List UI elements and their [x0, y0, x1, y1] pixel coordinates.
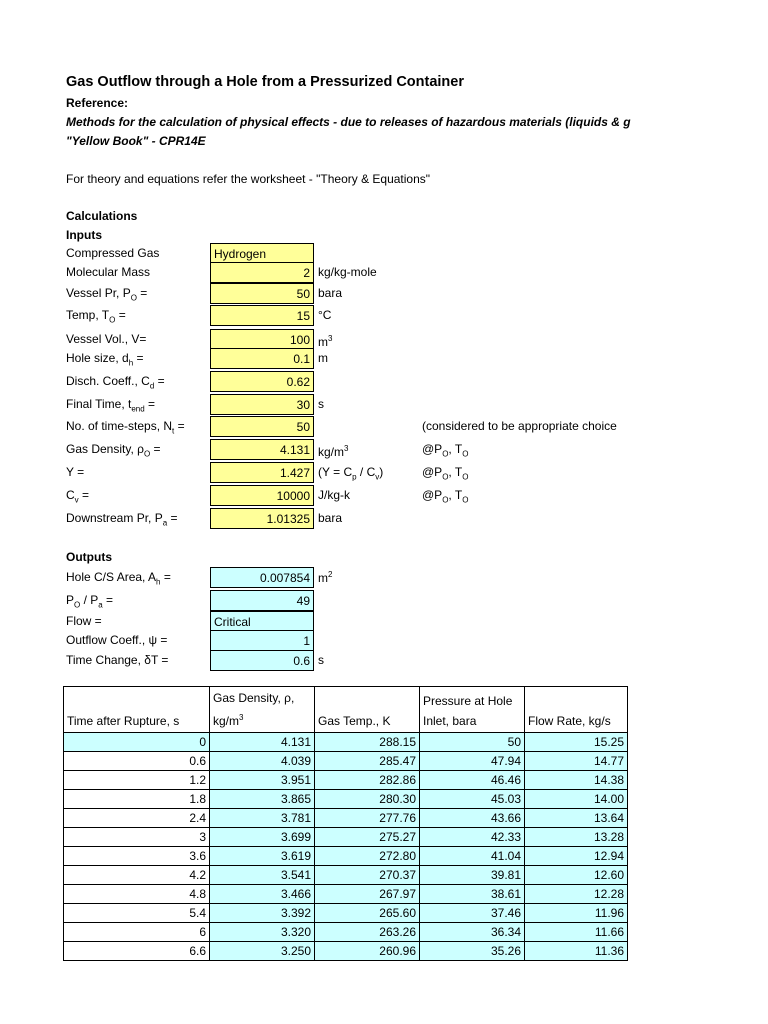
unit-gas-density: $kg/m^3$ [318, 444, 349, 459]
table-cell[interactable]: 267.97 [315, 885, 420, 904]
table-cell[interactable]: 4.131 [210, 733, 315, 752]
table-cell[interactable]: 3.541 [210, 866, 315, 885]
table-cell[interactable]: 46.46 [420, 771, 525, 790]
header-time: Time after Rupture, s [64, 687, 210, 733]
input-discharge-coeff-cell[interactable]: 0.62 [210, 371, 314, 392]
unit-temp: °C [318, 308, 332, 322]
unit-hole-size: m [318, 351, 328, 365]
table-row [64, 809, 628, 828]
table-cell[interactable]: 270.37 [315, 866, 420, 885]
input-label-cv: $C_v$ = [66, 488, 90, 505]
table-cell[interactable]: 13.64 [525, 809, 628, 828]
table-cell[interactable]: 3.6 [64, 847, 210, 866]
unit-time-change: s [318, 653, 324, 667]
table-header-row [64, 687, 628, 733]
table-cell[interactable]: 3 [64, 828, 210, 847]
note-gamma: $@P_O$, $T_O$ [422, 465, 469, 482]
input-gamma-cell[interactable]: 1.427 [210, 462, 314, 483]
note-time-steps: (considered to be appropriate choice [422, 419, 617, 433]
reference-label: Reference: [66, 96, 129, 110]
input-label-molecular-mass: Molecular Mass [66, 265, 151, 279]
table-cell[interactable]: 3.781 [210, 809, 315, 828]
inputs-heading: Inputs [66, 228, 102, 242]
output-label-pressure-ratio: $P_O / P_a$ = [66, 593, 114, 610]
table-cell[interactable]: 277.76 [315, 809, 420, 828]
theory-note: For theory and equations refer the worksheet - "Theory & Equations" [66, 172, 431, 186]
header-flow-rate: Flow Rate, kg/s [525, 687, 628, 733]
table-cell[interactable]: 0 [64, 733, 210, 752]
unit-molecular-mass: kg/kg-mole [318, 265, 377, 279]
table-cell[interactable]: 285.47 [315, 752, 420, 771]
table-row [64, 866, 628, 885]
unit-final-time: s [318, 397, 324, 411]
output-label-outflow-coeff: Outflow Coeff., ψ = [66, 633, 168, 647]
table-row [64, 847, 628, 866]
unit-cv: J/kg-k [318, 488, 351, 502]
table-cell[interactable]: 4.8 [64, 885, 210, 904]
table-cell[interactable]: 14.00 [525, 790, 628, 809]
table-cell[interactable]: 1.2 [64, 771, 210, 790]
results-table [63, 686, 628, 961]
table-row [64, 923, 628, 942]
output-label-time-change: Time Change, δT = [66, 653, 169, 667]
table-cell[interactable]: 37.46 [420, 904, 525, 923]
table-cell[interactable]: 272.80 [315, 847, 420, 866]
unit-vessel-pressure: bara [318, 286, 343, 300]
output-label-flow: Flow = [66, 614, 102, 628]
reference-line-2: "Yellow Book" - CPR14E [66, 134, 206, 148]
table-cell[interactable]: 12.60 [525, 866, 628, 885]
input-label-gas-density: Gas Density, $\rho_O$ = [66, 442, 161, 459]
table-cell[interactable]: 4.039 [210, 752, 315, 771]
unit-vessel-volume: $m^3$ [318, 334, 333, 349]
table-cell[interactable]: 4.2 [64, 866, 210, 885]
table-cell[interactable]: 6 [64, 923, 210, 942]
table-row [64, 942, 628, 961]
table-cell[interactable]: 288.15 [315, 733, 420, 752]
output-outflow-coeff-cell[interactable]: 1 [210, 630, 314, 651]
table-cell[interactable]: 3.250 [210, 942, 315, 961]
table-row [64, 771, 628, 790]
table-cell[interactable]: 38.61 [420, 885, 525, 904]
table-row [64, 752, 628, 771]
reference-line-1: Methods for the calculation of physical effects - due to releases of hazardous materials (liquids & g [66, 115, 631, 129]
input-cv-cell[interactable]: 10000 [210, 485, 314, 506]
input-downstream-pressure-cell[interactable]: 1.01325 [210, 508, 314, 529]
input-gas-cell[interactable]: Hydrogen [210, 243, 314, 264]
table-row [64, 828, 628, 847]
output-hole-area-cell[interactable]: 0.007854 [210, 567, 314, 588]
table-cell[interactable]: 263.26 [315, 923, 420, 942]
input-label-time-steps: No. of time-steps, $N_t$ = [66, 419, 185, 436]
output-pressure-ratio-cell[interactable]: 49 [210, 590, 314, 611]
table-cell[interactable]: 47.94 [420, 752, 525, 771]
page-title: Gas Outflow through a Hole from a Pressurized Container [66, 74, 464, 90]
table-cell[interactable]: 11.66 [525, 923, 628, 942]
input-molecular-mass-cell[interactable]: 2 [210, 262, 314, 283]
input-vessel-volume-cell[interactable]: 100 [210, 329, 314, 350]
unit-gamma: $(Y = C_p / C_v)$ [318, 465, 384, 482]
input-label-temp: Temp, $T_O$ = [66, 308, 126, 325]
table-cell[interactable]: 11.36 [525, 942, 628, 961]
table-cell[interactable]: 12.94 [525, 847, 628, 866]
table-cell[interactable]: 3.392 [210, 904, 315, 923]
table-cell[interactable]: 0.6 [64, 752, 210, 771]
input-label-hole-size: Hole size, $d_h$ = [66, 351, 144, 368]
table-cell[interactable]: 45.03 [420, 790, 525, 809]
table-cell[interactable]: 43.66 [420, 809, 525, 828]
table-cell[interactable]: 3.466 [210, 885, 315, 904]
table-cell[interactable]: 13.28 [525, 828, 628, 847]
calculations-heading: Calculations [66, 209, 138, 223]
table-cell[interactable]: 3.320 [210, 923, 315, 942]
header-pressure: Pressure at Hole Inlet, bara [420, 687, 525, 733]
table-cell[interactable]: 15.25 [525, 733, 628, 752]
output-label-hole-area: Hole C/S Area, $A_h$ = [66, 570, 171, 587]
table-cell[interactable]: 282.86 [315, 771, 420, 790]
table-cell[interactable]: 1.8 [64, 790, 210, 809]
table-row [64, 790, 628, 809]
table-cell[interactable]: 3.619 [210, 847, 315, 866]
table-cell[interactable]: 14.77 [525, 752, 628, 771]
table-cell[interactable]: 41.04 [420, 847, 525, 866]
note-gas-density: $@P_O$, $T_O$ [422, 442, 469, 459]
header-density: Gas Density, ρ, $kg/m^3$ [210, 687, 315, 733]
table-cell[interactable]: 5.4 [64, 904, 210, 923]
table-cell[interactable]: 35.26 [420, 942, 525, 961]
table-cell[interactable]: 280.30 [315, 790, 420, 809]
table-cell[interactable]: 6.6 [64, 942, 210, 961]
table-cell[interactable]: 3.699 [210, 828, 315, 847]
table-cell[interactable]: 42.33 [420, 828, 525, 847]
table-cell[interactable]: 11.96 [525, 904, 628, 923]
table-cell[interactable]: 260.96 [315, 942, 420, 961]
table-cell[interactable]: 36.34 [420, 923, 525, 942]
input-label-vessel-pressure: Vessel Pr, $P_O$ = [66, 286, 148, 303]
unit-hole-area: $m^2$ [318, 570, 333, 585]
input-label-discharge-coeff: Disch. Coeff., $C_d$ = [66, 374, 165, 391]
output-time-change-cell[interactable]: 0.6 [210, 650, 314, 671]
table-row [64, 885, 628, 904]
header-temp: Gas Temp., K [315, 687, 420, 733]
input-time-steps-cell[interactable]: 50 [210, 416, 314, 437]
table-cell[interactable]: 2.4 [64, 809, 210, 828]
table-cell[interactable]: 14.38 [525, 771, 628, 790]
input-label-downstream-pressure: Downstream Pr, $P_a$ = [66, 511, 178, 528]
table-cell[interactable]: 275.27 [315, 828, 420, 847]
input-label-gamma: Y = [66, 465, 85, 479]
table-cell[interactable]: 50 [420, 733, 525, 752]
table-cell[interactable]: 39.81 [420, 866, 525, 885]
input-gas-density-cell[interactable]: 4.131 [210, 439, 314, 460]
outputs-heading: Outputs [66, 550, 112, 564]
table-cell[interactable]: 12.28 [525, 885, 628, 904]
input-temp-cell[interactable]: 15 [210, 305, 314, 326]
output-flow-cell[interactable]: Critical [210, 611, 314, 632]
input-final-time-cell[interactable]: 30 [210, 394, 314, 415]
table-cell[interactable]: 265.60 [315, 904, 420, 923]
table-cell[interactable]: 3.865 [210, 790, 315, 809]
input-label-gas: Compressed Gas [66, 246, 160, 260]
input-vessel-pressure-cell[interactable]: 50 [210, 283, 314, 304]
table-cell[interactable]: 3.951 [210, 771, 315, 790]
input-hole-size-cell[interactable]: 0.1 [210, 348, 314, 369]
table-row [64, 904, 628, 923]
unit-downstream-pressure: bara [318, 511, 343, 525]
note-cv: $@P_O$, $T_O$ [422, 488, 469, 505]
input-label-vessel-volume: Vessel Vol., V= [66, 332, 147, 346]
table-row [64, 733, 628, 752]
input-label-final-time: Final Time, $t_{end}$ = [66, 397, 156, 414]
